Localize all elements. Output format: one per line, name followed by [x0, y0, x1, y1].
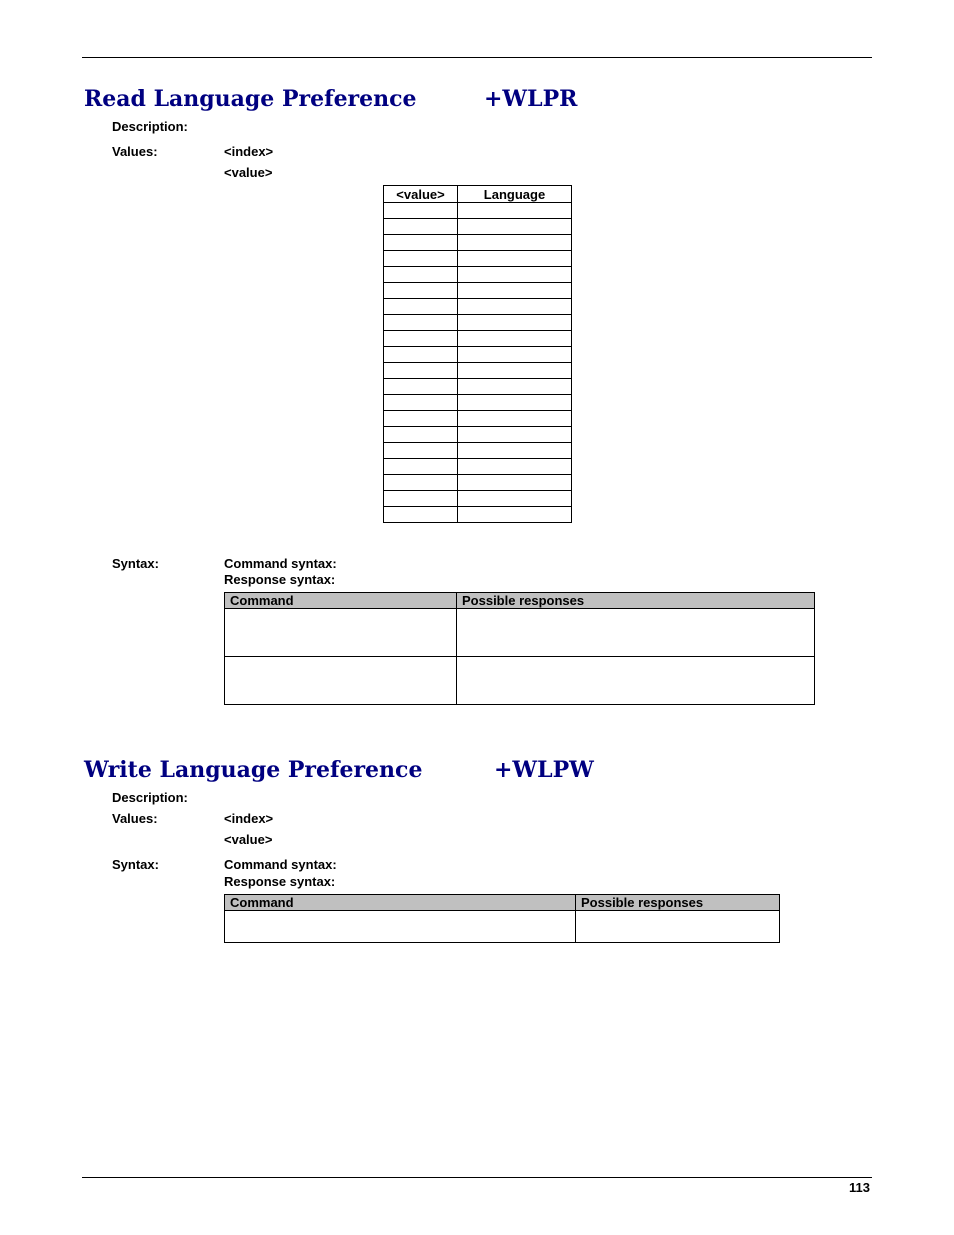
read-command-name: +WLPR [484, 86, 578, 112]
table-row [384, 475, 572, 491]
language-cell [458, 203, 572, 219]
table-header-row [225, 895, 780, 911]
table-row [384, 395, 572, 411]
language-cell [458, 411, 572, 427]
language-cell [458, 475, 572, 491]
table-row [384, 427, 572, 443]
column-header-command: Command [225, 593, 457, 609]
language-cell [458, 283, 572, 299]
value-cell [384, 491, 458, 507]
table-row [384, 379, 572, 395]
language-cell [458, 267, 572, 283]
command-cell [225, 911, 576, 943]
read-value-value: <value> [224, 165, 273, 180]
language-cell [458, 251, 572, 267]
column-header-value: <value> [384, 186, 458, 203]
column-header-possible-responses: Possible responses [457, 593, 815, 609]
value-cell [384, 235, 458, 251]
table-row [384, 315, 572, 331]
write-section-title: Write Language Preference [84, 757, 423, 783]
table-row [384, 331, 572, 347]
value-cell [384, 299, 458, 315]
table-row [384, 251, 572, 267]
value-cell [384, 347, 458, 363]
value-cell [384, 459, 458, 475]
footer-rule [82, 1177, 872, 1178]
response-cell [457, 609, 815, 657]
read-section-title: Read Language Preference [84, 86, 417, 112]
language-cell [458, 363, 572, 379]
value-cell [384, 507, 458, 523]
table-row [384, 491, 572, 507]
page-number: 113 [849, 1180, 870, 1195]
value-cell [384, 443, 458, 459]
language-cell [458, 315, 572, 331]
read-description-label: Description: [112, 119, 188, 134]
value-cell [384, 363, 458, 379]
language-cell [458, 379, 572, 395]
language-cell [458, 347, 572, 363]
table-header-row [384, 186, 572, 203]
value-cell [384, 395, 458, 411]
table-row [384, 203, 572, 219]
value-cell [384, 475, 458, 491]
value-cell [384, 219, 458, 235]
command-cell [225, 657, 457, 705]
read-syntax-label: Syntax: [112, 556, 159, 571]
response-cell [576, 911, 780, 943]
write-syntax-table-body [225, 911, 780, 943]
read-syntax-table [224, 592, 815, 705]
write-syntax-table [224, 894, 780, 943]
language-cell [458, 507, 572, 523]
language-cell [458, 459, 572, 475]
language-cell [458, 491, 572, 507]
value-cell [384, 267, 458, 283]
table-row [225, 911, 780, 943]
table-row [225, 609, 815, 657]
write-command-name: +WLPW [494, 757, 594, 783]
column-header-language: Language [458, 186, 572, 203]
table-row [384, 411, 572, 427]
value-cell [384, 379, 458, 395]
language-cell [458, 443, 572, 459]
table-row [384, 459, 572, 475]
write-syntax-label: Syntax: [112, 857, 159, 872]
table-row [384, 299, 572, 315]
value-language-table-body [384, 203, 572, 523]
language-cell [458, 331, 572, 347]
write-description-label: Description: [112, 790, 188, 805]
write-value-index: <index> [224, 811, 274, 826]
write-values-label: Values: [112, 811, 158, 826]
table-row [384, 507, 572, 523]
value-cell [384, 315, 458, 331]
table-row [384, 363, 572, 379]
table-row [384, 267, 572, 283]
column-header-possible-responses: Possible responses [576, 895, 780, 911]
language-cell [458, 299, 572, 315]
language-cell [458, 235, 572, 251]
table-header-row [225, 593, 815, 609]
value-cell [384, 283, 458, 299]
value-cell [384, 427, 458, 443]
value-language-table [383, 185, 572, 523]
language-cell [458, 427, 572, 443]
table-row [384, 219, 572, 235]
table-row [384, 443, 572, 459]
read-command-syntax-label: Command syntax: [224, 556, 337, 571]
write-value-value: <value> [224, 832, 273, 847]
column-header-command: Command [225, 895, 576, 911]
read-response-syntax-label: Response syntax: [224, 572, 336, 587]
read-value-index: <index> [224, 144, 274, 159]
language-cell [458, 395, 572, 411]
write-response-syntax-label: Response syntax: [224, 874, 336, 889]
command-cell [225, 609, 457, 657]
table-row [225, 657, 815, 705]
language-cell [458, 219, 572, 235]
value-cell [384, 251, 458, 267]
table-row [384, 283, 572, 299]
value-cell [384, 203, 458, 219]
write-command-syntax-label: Command syntax: [224, 857, 337, 872]
read-values-label: Values: [112, 144, 158, 159]
value-cell [384, 331, 458, 347]
read-syntax-table-body [225, 609, 815, 705]
header-rule [82, 57, 872, 58]
response-cell [457, 657, 815, 705]
value-cell [384, 411, 458, 427]
table-row [384, 347, 572, 363]
table-row [384, 235, 572, 251]
